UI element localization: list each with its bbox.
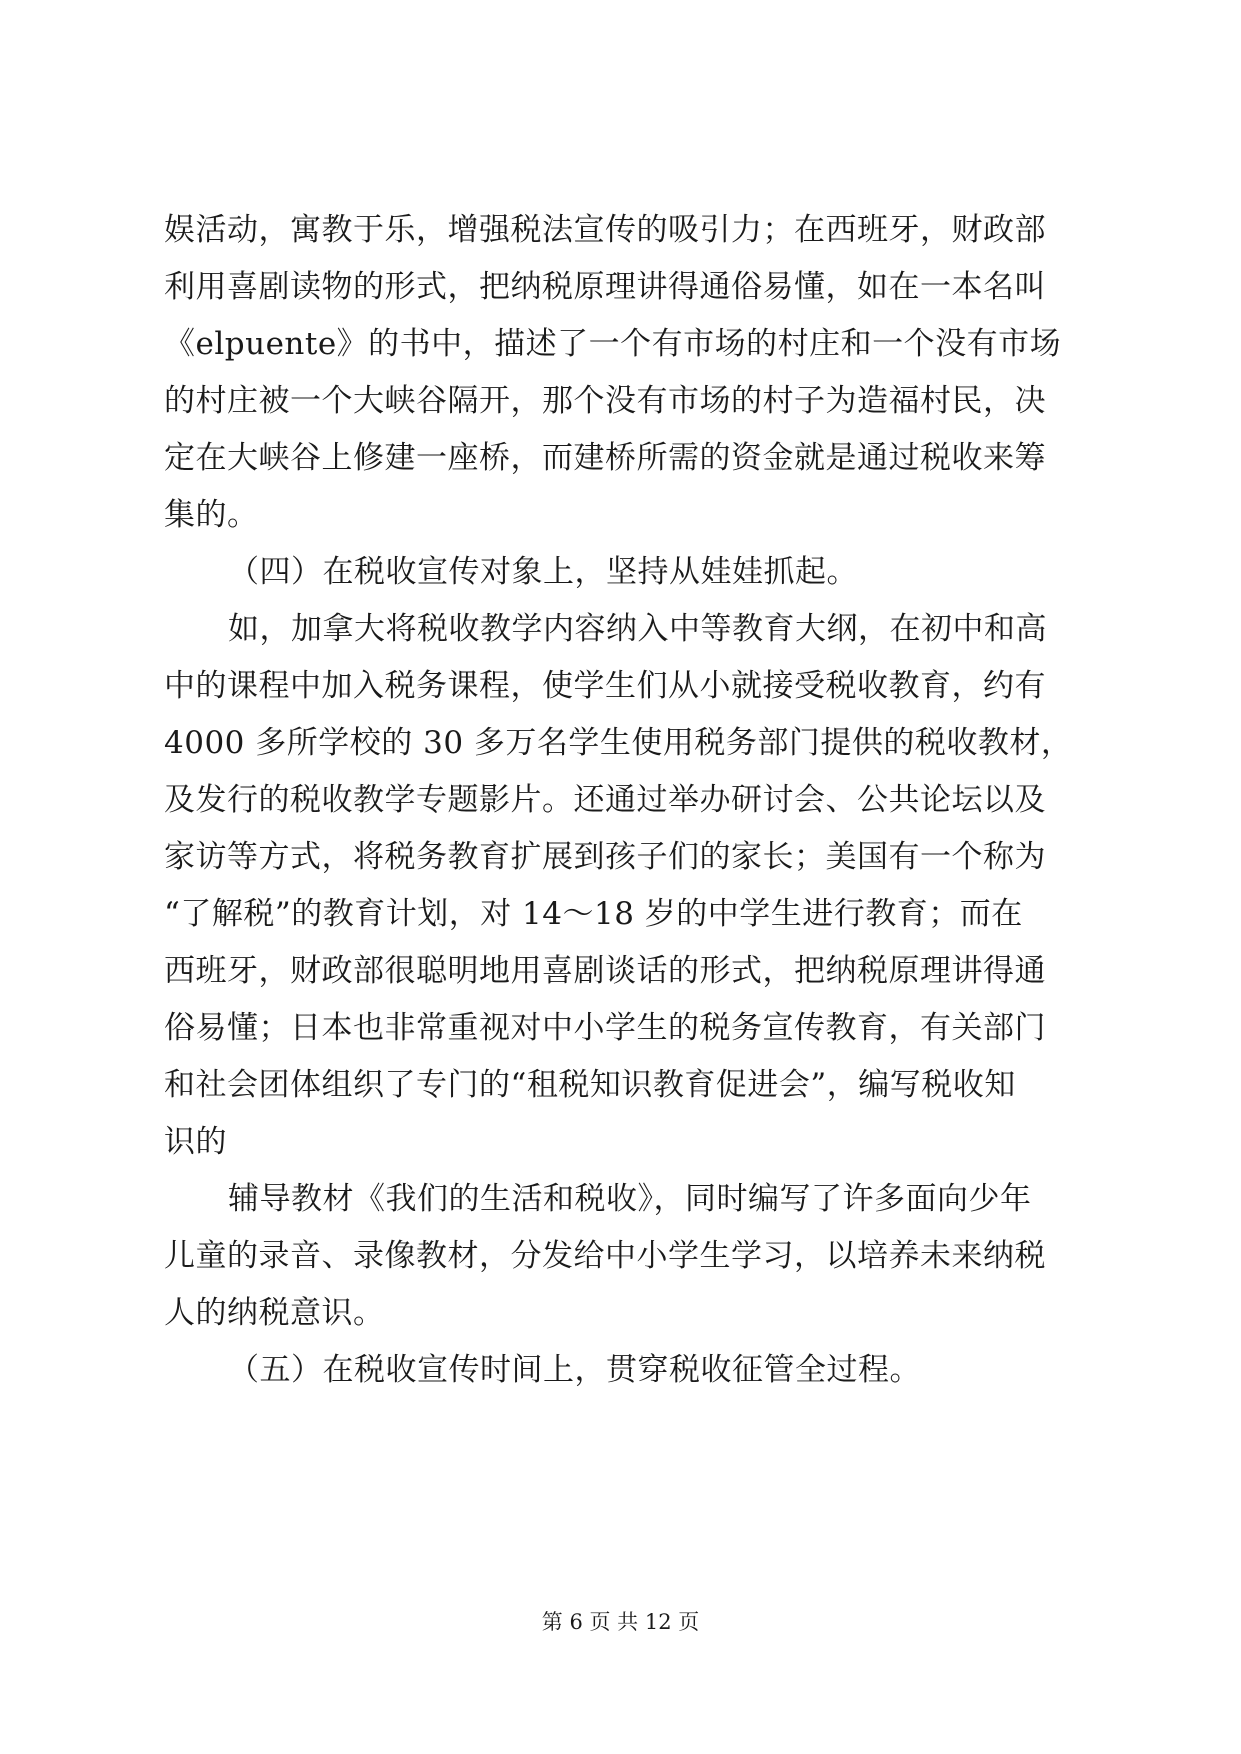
text-line: 儿童的录音、录像教材，分发给中小学生学习，以培养未来纳税 <box>164 1238 1046 1274</box>
text-line: 4000 多所学校的 30 多万名学生使用税务部门提供的税收教材， <box>164 725 1073 761</box>
text-line: 辅导教材《我们的生活和税收》，同时编写了许多面向少年 <box>228 1181 1032 1217</box>
text-line: 人的纳税意识。 <box>164 1295 385 1331</box>
text-line: 定在大峡谷上修建一座桥，而建桥所需的资金就是通过税收来筹 <box>164 440 1046 476</box>
text-line: 《elpuente》的书中，描述了一个有市场的村庄和一个没有市场 <box>164 326 1062 362</box>
text-line: 及发行的税收教学专题影片。还通过举办研讨会、公共论坛以及 <box>164 782 1046 818</box>
section-heading-4: （四）在税收宣传对象上，坚持从娃娃抓起。 <box>228 554 858 590</box>
text-line: 家访等方式，将税务教育扩展到孩子们的家长；美国有一个称为 <box>164 839 1046 875</box>
text-line: 中的课程中加入税务课程，使学生们从小就接受税收教育，约有 <box>164 668 1046 704</box>
text-line: 识的 <box>164 1124 227 1160</box>
text-line: 如，加拿大将税收教学内容纳入中等教育大纲，在初中和高 <box>228 611 1047 647</box>
text-line: 西班牙，财政部很聪明地用喜剧谈话的形式，把纳税原理讲得通 <box>164 953 1046 989</box>
text-line: 的村庄被一个大峡谷隔开，那个没有市场的村子为造福村民，决 <box>164 383 1046 419</box>
text-line: 俗易懂；日本也非常重视对中小学生的税务宣传教育，有关部门 <box>164 1010 1046 1046</box>
text-line: “了解税”的教育计划，对 14～18 岁的中学生进行教育；而在 <box>164 896 1023 932</box>
text-line: 集的。 <box>164 497 259 533</box>
section-heading-5: （五）在税收宣传时间上，贯穿税收征管全过程。 <box>228 1352 921 1388</box>
text-line: 利用喜剧读物的形式，把纳税原理讲得通俗易懂，如在一本名叫 <box>164 269 1046 305</box>
page-number-footer: 第 6 页 共 12 页 <box>541 1610 700 1634</box>
text-line: 和社会团体组织了专门的“租税知识教育促进会”，编写税收知 <box>164 1067 1016 1103</box>
text-line: 娱活动，寓教于乐，增强税法宣传的吸引力；在西班牙，财政部 <box>164 212 1046 248</box>
